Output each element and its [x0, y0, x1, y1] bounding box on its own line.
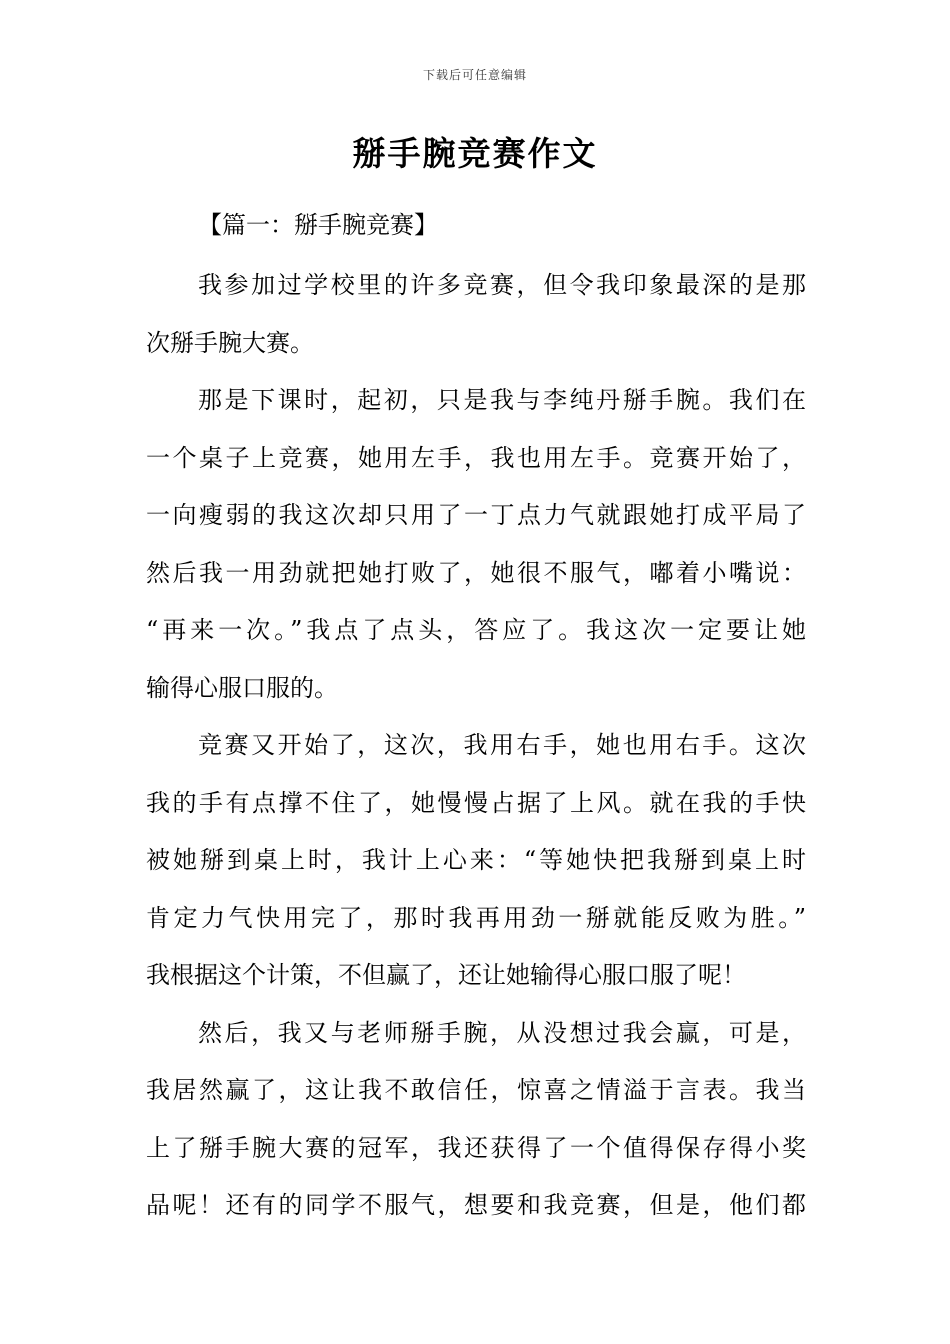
- header-note: 下载后可任意编辑: [422, 68, 527, 82]
- paragraph-4-line-4: 品呢！还有的同学不服气，想要和我竞赛，但是，他们都: [146, 1191, 806, 1219]
- paragraph-4-line-2: 我居然赢了，这让我不敢信任，惊喜之情溢于言表。我当: [146, 1076, 806, 1104]
- paragraph-4-line-1: 然后，我又与老师掰手腕，从没想过我会赢，可是，: [198, 1018, 806, 1047]
- paragraph-1-line-1: 我参加过学校里的许多竞赛，但令我印象最深的是那: [198, 271, 806, 299]
- paragraph-2-line-6: 输得心服口服的。: [146, 673, 338, 702]
- paragraph-3-line-5: 我根据这个计策，不但赢了，还让她输得心服口服了呢！: [146, 961, 746, 989]
- paragraph-2-line-4: 然后我一用劲就把她打败了，她很不服气，嘟着小嘴说：: [146, 558, 806, 587]
- section-heading: 【篇一：掰手腕竞赛】: [198, 211, 438, 239]
- paragraph-3-line-1: 竞赛又开始了，这次，我用右手，她也用右手。这次: [198, 731, 806, 759]
- paragraph-1-line-2: 次掰手腕大赛。: [146, 328, 314, 357]
- document-title: 掰手腕竞赛作文: [352, 134, 598, 173]
- body-text: [146, 257, 806, 1235]
- paragraph-2-line-1: 那是下课时，起初，只是我与李纯丹掰手腕。我们在: [198, 386, 806, 414]
- paragraph-3-line-3: 被她掰到桌上时，我计上心来：“等她快把我掰到桌上时: [146, 846, 806, 874]
- paragraph-3-line-2: 我的手有点撑不住了，她慢慢占据了上风。就在我的手快: [146, 788, 806, 817]
- paragraph-2-line-3: 一向瘦弱的我这次却只用了一丁点力气就跟她打成平局了: [146, 501, 806, 529]
- paragraph-3-line-4: 肯定力气快用完了，那时我再用劲一掰就能反败为胜。”: [146, 903, 806, 932]
- paragraph-4-line-3: 上了掰手腕大赛的冠军，我还获得了一个值得保存得小奖: [146, 1133, 806, 1162]
- paragraph-2-line-2: 一个桌子上竞赛，她用左手，我也用左手。竞赛开始了，: [146, 443, 806, 472]
- paragraph-2-line-5: “再来一次。”我点了点头，答应了。我这次一定要让她: [146, 616, 806, 644]
